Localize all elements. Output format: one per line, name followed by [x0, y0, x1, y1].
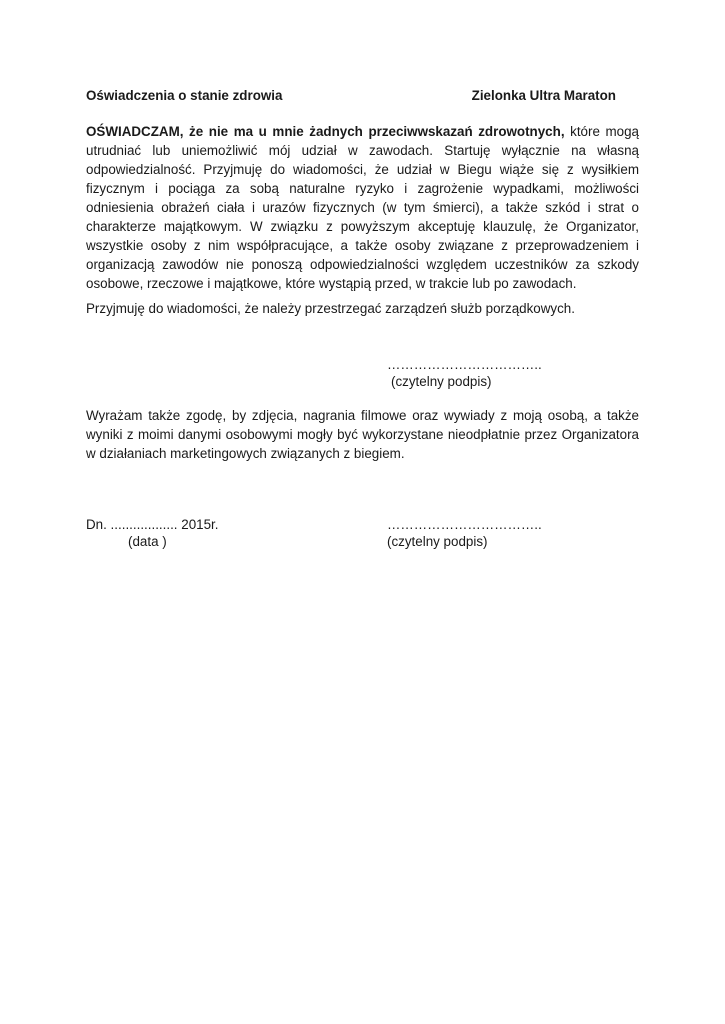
- order-notice: [86, 299, 639, 318]
- date-label: (data ): [128, 534, 167, 549]
- marketing-consent: [86, 406, 639, 463]
- signature-line-1: ……………………………..: [387, 357, 542, 372]
- event-name: Zielonka Ultra Maraton: [471, 88, 616, 103]
- health-declaration: [86, 122, 639, 293]
- document-title: Oświadczenia o stanie zdrowia: [86, 88, 283, 103]
- order-notice-text: Przyjmuję do wiadomości, że należy przestrzegać zarządzeń służb porządkowych.: [86, 301, 575, 316]
- date-line: Dn. .................. 2015r.: [86, 517, 219, 532]
- declaration-body: które mogą utrudniać lub uniemożliwić mój udział w zawodach. Startuję wyłącznie na własną odpowiedzialność. Przyjmuję do wiadomości, że udział w Biegu wiąże się z wysiłkiem fizycznym i pociąga za sobą naturalne ryzyko i zagrożenie wypadkami, możliwości odniesienia obrażeń ciała i urazów fizycznych (w tym śmierci), a także szkód i strat o charakterze majątkowym. W związku z powyższym akceptuję klauzulę, że Organizator, wszystkie osoby z nim współpracujące, a także osoby związane z przeprowadzeniem i organizacją zawodów nie ponoszą odpowiedzialności względem uczestników za szkody osobowe, rzeczowe i majątkowe, które wystąpią przed, w trakcie lub po zawodach.: [86, 124, 640, 291]
- marketing-consent-text: Wyrażam także zgodę, by zdjęcia, nagrania filmowe oraz wywiady z moją osobą, a także wyniki z moimi danymi osobowymi mogły być wykorzystane nieodpłatnie przez Organizatora w działaniach marketingowych związanych z biegiem.: [86, 408, 639, 461]
- signature-line-2: ……………………………..: [387, 517, 542, 532]
- declaration-lead: OŚWIADCZAM, że nie ma u mnie żadnych przeciwwskazań zdrowotnych,: [86, 124, 565, 139]
- signature-label-2: (czytelny podpis): [387, 534, 488, 549]
- signature-label-1: (czytelny podpis): [391, 374, 492, 389]
